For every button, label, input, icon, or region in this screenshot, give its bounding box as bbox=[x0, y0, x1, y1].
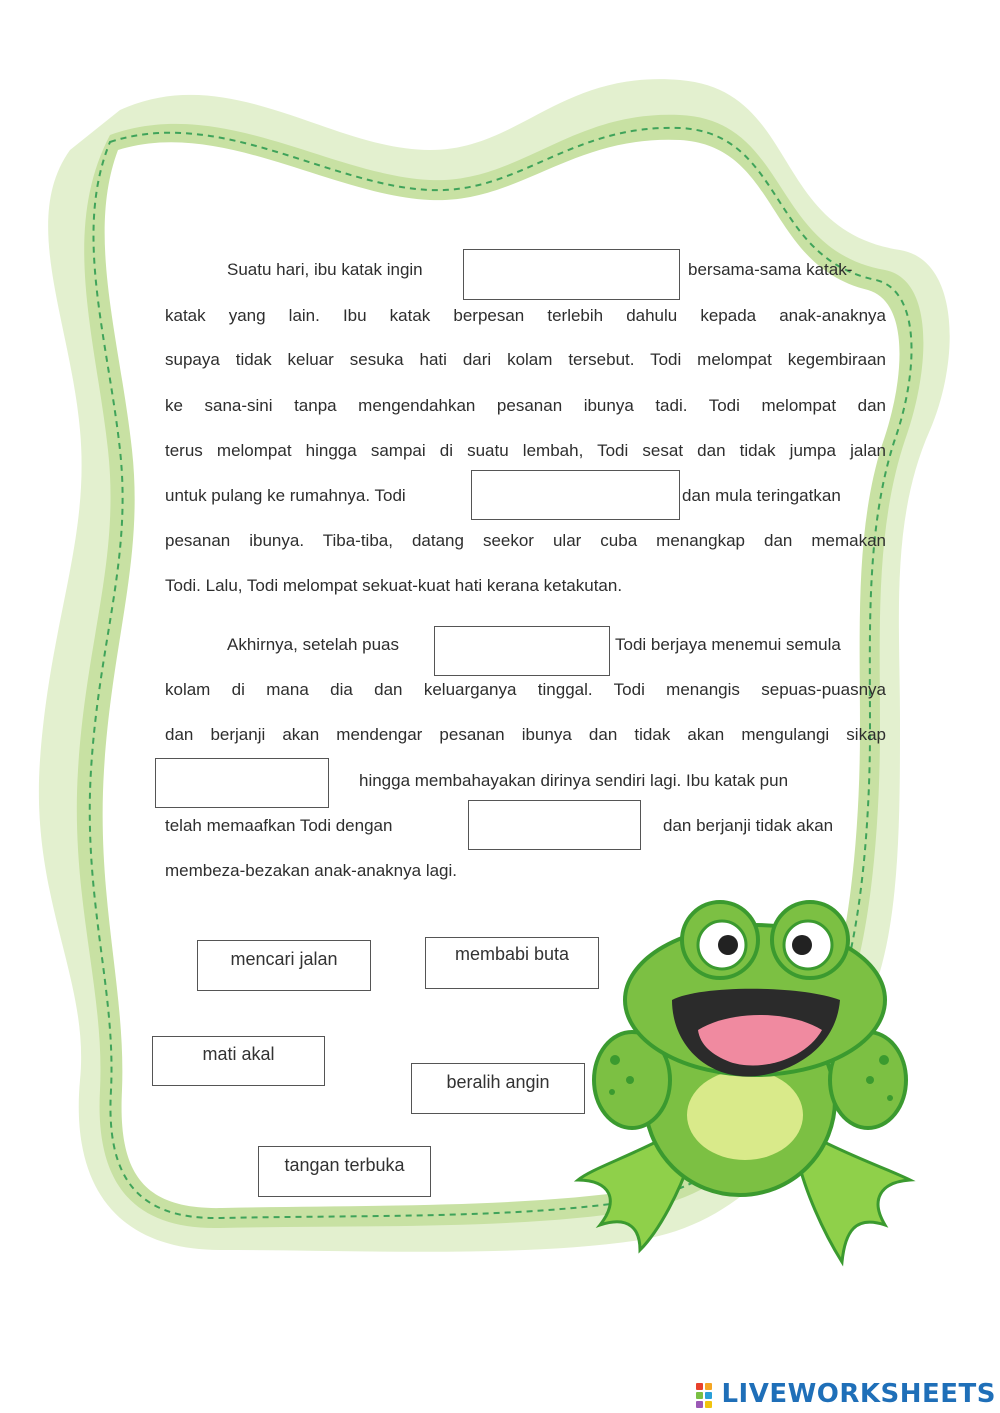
story-text: Todi berjaya menemui semula bbox=[615, 635, 841, 654]
story-text: dan mula teringatkan bbox=[682, 486, 841, 505]
option-mati-akal[interactable]: mati akal bbox=[152, 1036, 325, 1086]
story-text: telah memaafkan Todi dengan bbox=[165, 816, 393, 835]
brand-name: LIVEWORKSHEETS bbox=[721, 1379, 996, 1409]
option-beralih-angin[interactable]: beralih angin bbox=[411, 1063, 585, 1114]
story-line-8: Todi. Lalu, Todi melompat sekuat-kuat hati kerana ketakutan. bbox=[165, 576, 623, 595]
answer-blank-4[interactable] bbox=[155, 758, 329, 808]
story-line-5: terus melompat hingga sampai di suatu lembah, Todi sesat dan tidak jumpa jalan bbox=[165, 441, 886, 460]
story-line-3: supaya tidak keluar sesuka hati dari kolam tersebut. Todi melompat kegembiraan bbox=[165, 350, 886, 369]
story-text: bersama-sama katak- bbox=[688, 260, 853, 279]
answer-blank-2[interactable] bbox=[471, 470, 680, 520]
liveworksheets-logo-icon bbox=[696, 1381, 719, 1407]
story-text: untuk pulang ke rumahnya. Todi bbox=[165, 486, 406, 505]
story-text: dan berjanji tidak akan bbox=[663, 816, 834, 835]
answer-blank-1[interactable] bbox=[463, 249, 680, 300]
story-text: Akhirnya, setelah puas bbox=[227, 635, 399, 654]
story-text: Suatu hari, ibu katak ingin bbox=[227, 260, 423, 279]
story-line-2: katak yang lain. Ibu katak berpesan terlebih dahulu kepada anak-anaknya bbox=[165, 306, 886, 325]
option-tangan-terbuka[interactable]: tangan terbuka bbox=[258, 1146, 431, 1197]
option-mencari-jalan[interactable]: mencari jalan bbox=[197, 940, 371, 991]
story-line-7: pesanan ibunya. Tiba-tiba, datang seekor ular cuba menangkap dan memakan bbox=[165, 531, 886, 550]
liveworksheets-brand[interactable] bbox=[696, 1378, 996, 1410]
story-line-14: membeza-bezakan anak-anaknya lagi. bbox=[165, 861, 458, 880]
story-line-4: ke sana-sini tanpa mengendahkan pesanan ibunya tadi. Todi melompat dan bbox=[165, 396, 886, 415]
story-line-10: kolam di mana dia dan keluarganya tinggal. Todi menangis sepuas-puasnya bbox=[165, 680, 886, 699]
option-membabi-buta[interactable]: membabi buta bbox=[425, 937, 599, 989]
story-line-11: dan berjanji akan mendengar pesanan ibunya dan tidak akan mengulangi sikap bbox=[165, 725, 886, 744]
frog-belly bbox=[687, 1070, 803, 1160]
answer-blank-3[interactable] bbox=[434, 626, 610, 676]
story-text: hingga membahayakan dirinya sendiri lagi. Ibu katak pun bbox=[359, 771, 789, 790]
answer-blank-5[interactable] bbox=[468, 800, 641, 850]
